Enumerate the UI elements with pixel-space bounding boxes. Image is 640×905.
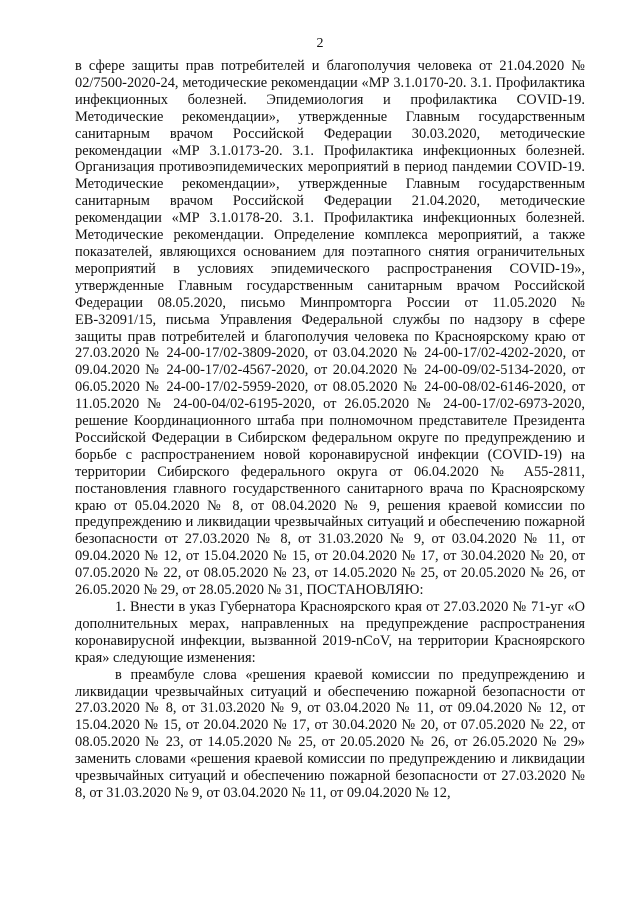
page-number: 2 [316, 36, 324, 51]
paragraph-preamble-continued: в сфере защиты прав потребителей и благополучия человека от 21.04.2020 № 02/7500-2020-24, методические рекомендации «МР 3.1.0170-20. 3.1. Профилактика инфекционных болезней. Эпидемиология и профилактика COVID-19. Методические рекомендации», утвержденные Главным государственным санитарным врачом Российской Федерации 30.03.2020, методические рекомендации «МР 3.1.0173-20. 3.1. Профилактика инфекционных болезней. Организация противоэпидемических мероприятий в период пандемии COVID-19. Методические рекомендации», утвержденные Главным государственным санитарным врачом Российской Федерации 21.04.2020, методические рекомендации «МР 3.1.0178-20. 3.1. Профилактика инфекционных болезней. Методические рекомендации. Определение комплекса мероприятий, а также показателей, являющихся основанием для поэтапного снятия ограничительных мероприятий в условиях эпидемического распространения COVID-19», утвержденные Главным государственным санитарным врачом Российской Федерации 08.05.2020, письмо Минпромторга России от 11.05.2020 № ЕВ-32091/15, письма Управления Федеральной службы по надзору в сфере защиты прав потребителей и благополучия человека по Красноярскому краю от 27.03.2020 № 24-00-17/02-3809-2020, от 03.04.2020 № 24-00-17/02-4202-2020, от 09.04.2020 № 24-00-17/02-4567-2020, от 20.04.2020 № 24-00-09/02-5134-2020, от 06.05.2020 № 24-00-17/02-5959-2020, от 08.05.2020 № 24-00-08/02-6146-2020, от 11.05.2020 № 24-00-04/02-6195-2020, от 26.05.2020 № 24-00-17/02-6973-2020, решение Координационного штаба при полномочном представителе Президента Российской Федерации в Сибирском федеральном округе по предупреждению и борьбе с распространением новой коронавирусной инфекции (COVID-19) на территории Сибирского федерального округа от 06.04.2020 № А55-2811, постановления главного государственного санитарного врача по Красноярскому краю от 05.04.2020 № 8, от 08.04.2020 № 9, решения краевой комиссии по предупреждению и ликвидации чрезвычайных ситуаций и обеспечению пожарной безопасности от 27.03.2020 № 8, от 31.03.2020 № 9, от 03.04.2020 № 11, от 09.04.2020 № 12, от 15.04.2020 № 15, от 20.04.2020 № 17, от 30.04.2020 № 20, от 07.05.2020 № 22, от 08.05.2020 № 23, от 14.05.2020 № 25, от 20.05.2020 № 26, от 26.05.2020 № 29, от 28.05.2020 № 31, ПОСТАНОВЛЯЮ: [75, 58, 585, 599]
document-body [75, 58, 585, 802]
paragraph-preamble-amendment: в преамбуле слова «решения краевой комиссии по предупреждению и ликвидации чрезвычайных ситуаций и обеспечению пожарной безопасности от 27.03.2020 № 8, от 31.03.2020 № 9, от 03.04.2020 № 11, от 09.04.2020 № 12, от 15.04.2020 № 15, от 20.04.2020 № 17, от 30.04.2020 № 20, от 07.05.2020 № 22, от 08.05.2020 № 23, от 14.05.2020 № 25, от 20.05.2020 № 26, от 26.05.2020 № 29» заменить словами «решения краевой комиссии по предупреждению и ликвидации чрезвычайных ситуаций и обеспечению пожарной безопасности от 27.03.2020 № 8, от 31.03.2020 № 9, от 03.04.2020 № 11, от 09.04.2020 № 12, [75, 666, 585, 801]
paragraph-item-1: 1. Внести в указ Губернатора Красноярского края от 27.03.2020 № 71-уг «О дополнительных мерах, направленных на предупреждение распространения коронавирусной инфекции, вызванной 2019-nCoV, на территории Красноярского края» следующие изменения: [75, 599, 585, 666]
